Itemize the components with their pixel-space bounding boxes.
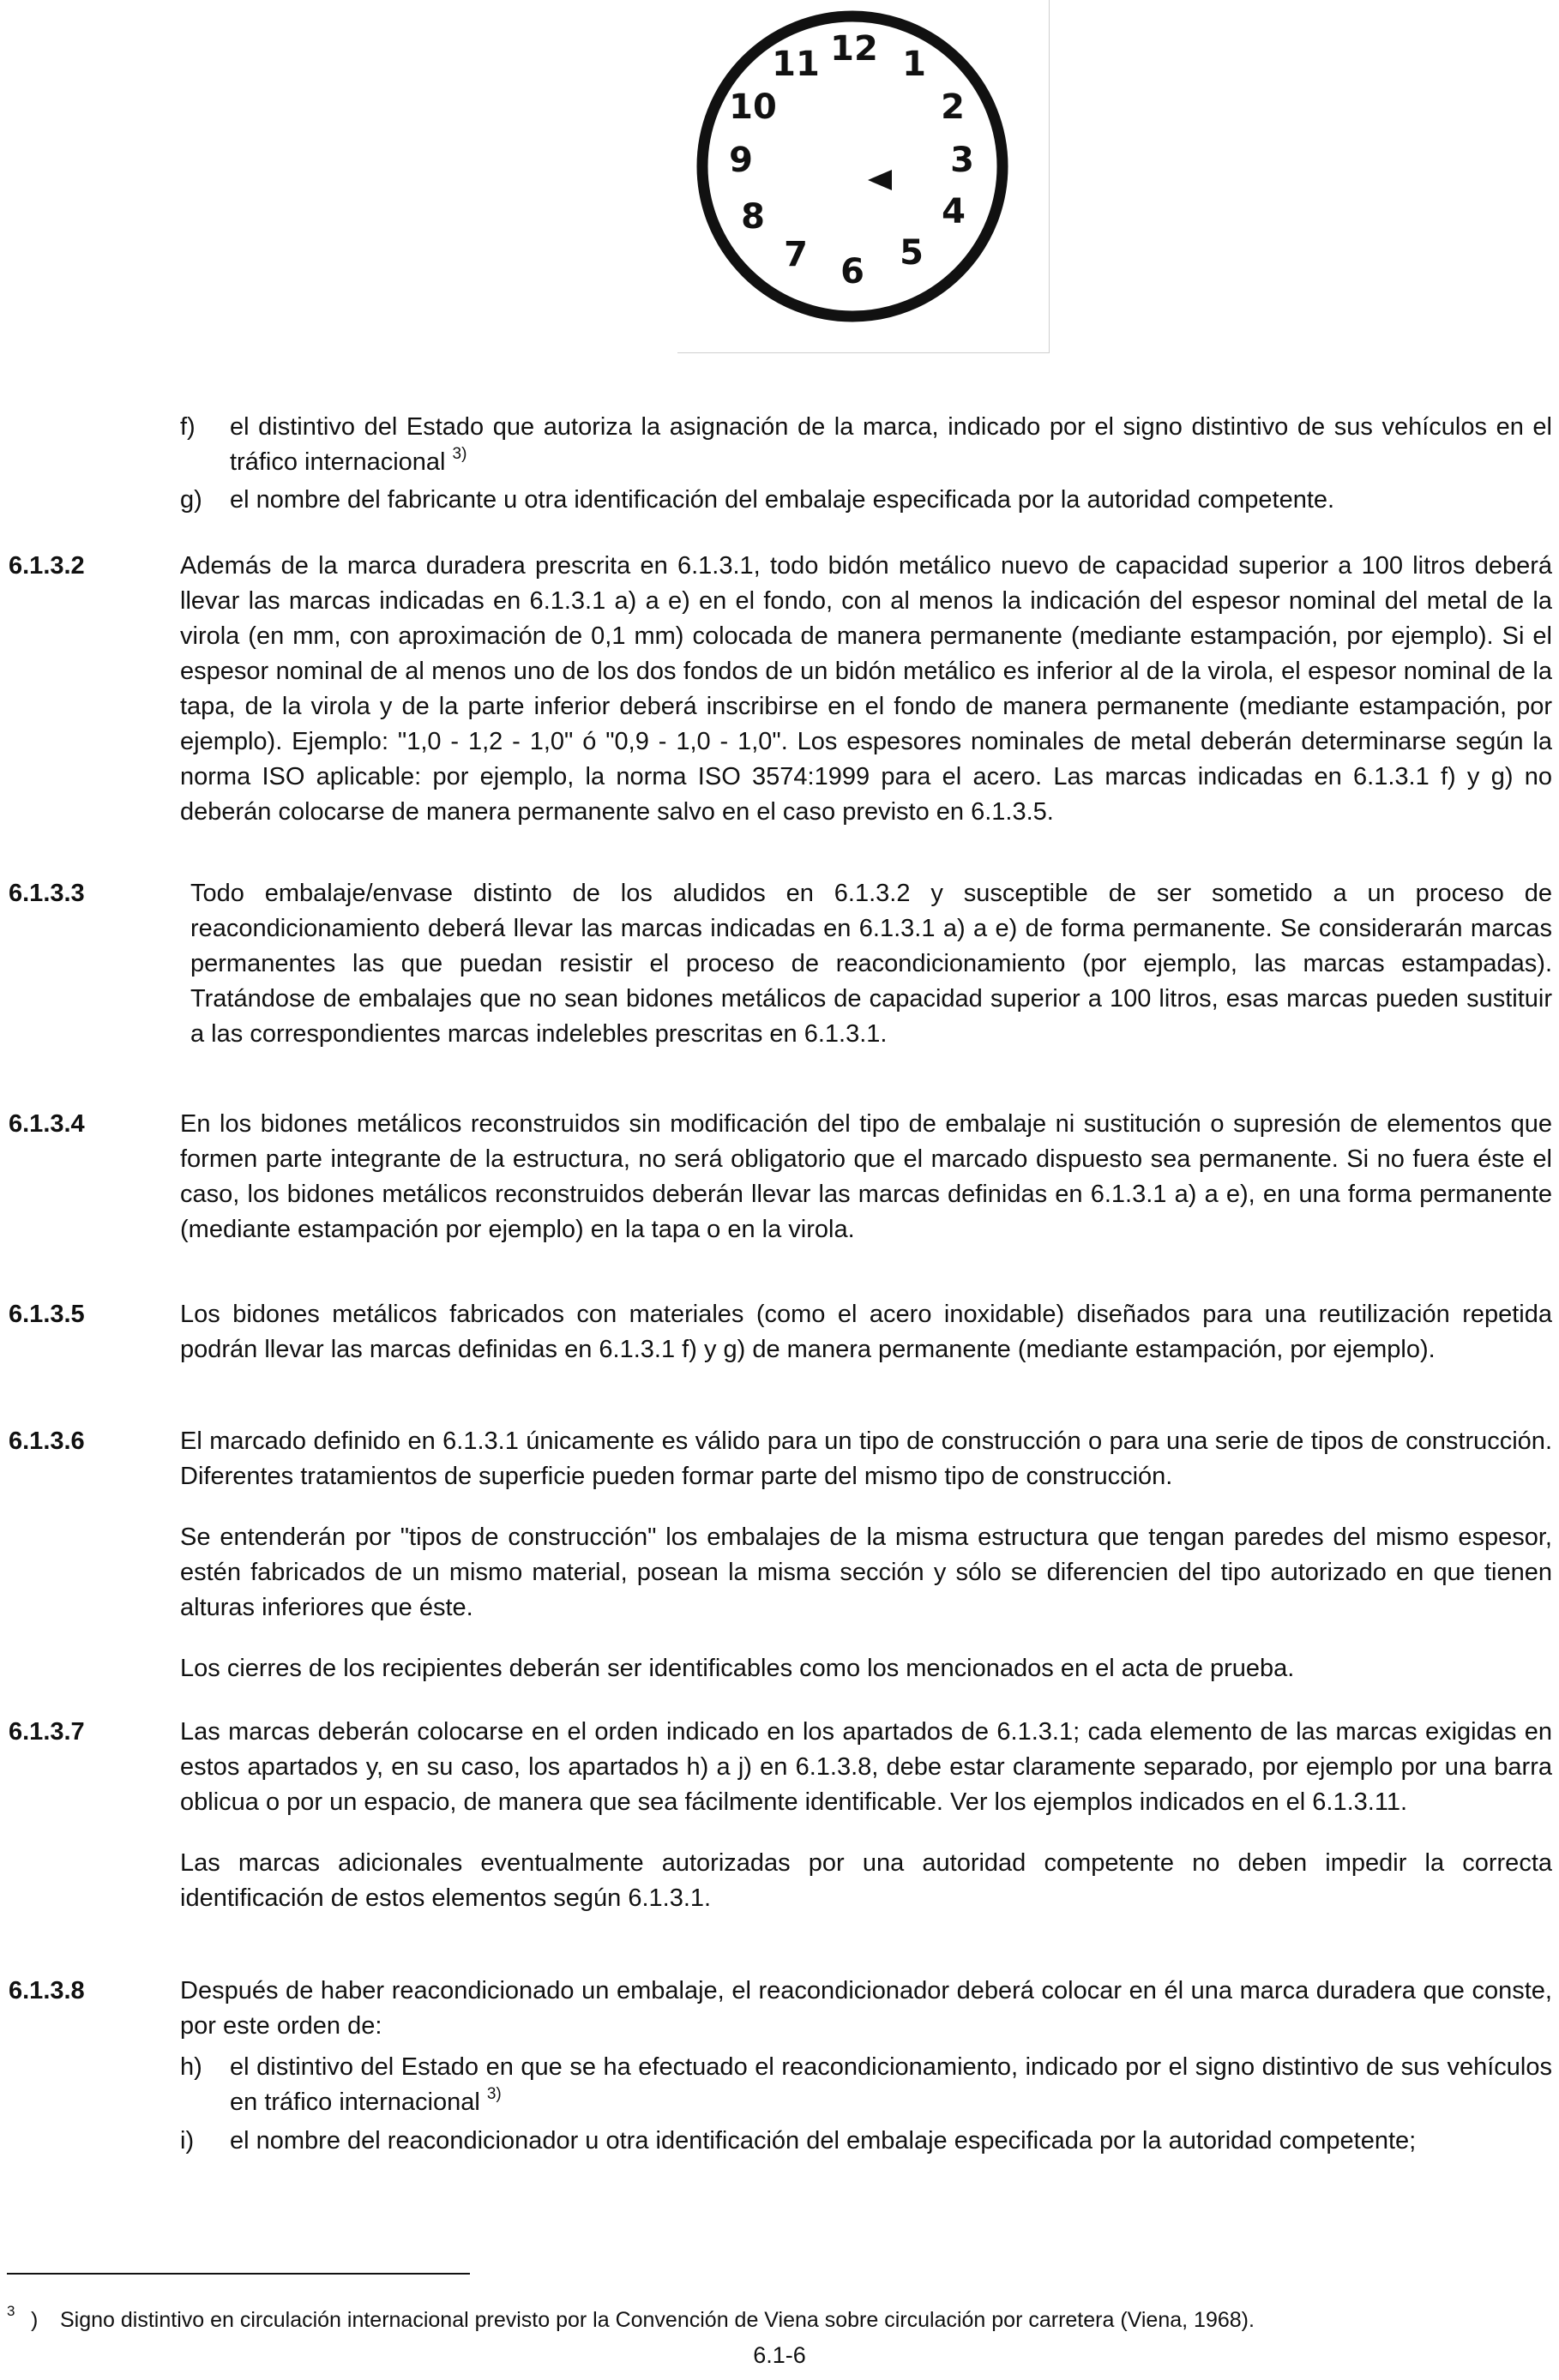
item-label: f) [180,413,196,441]
dial-pointer-arrow [868,170,892,190]
paragraph: Las marcas adicionales eventualmente autorizadas por una autoridad competente no deben impedir la correcta identificación de estos elementos según 6.1.3.1. [180,1849,1552,1912]
item-text: el nombre del reacondicionador u otra identificación del embalaje especificada por la autoridad competente; [230,2127,1417,2155]
paragraph: Se entenderán por "tipos de construcción" los embalajes de la misma estructura que tengan paredes del mismo espesor, estén fabricados de un mismo material, posean la misma sección y sólo se diferencien del tipo autorizado en que tienen alturas inferiores que éste. [180,1524,1552,1621]
footnote-separator [7,2273,470,2275]
paragraph: En los bidones metálicos reconstruidos sin modificación del tipo de embalaje ni sustitución o supresión de elementos que formen parte integrante de la estructura, no será obligatorio que el marcado dispuesto sea permanente. Si no fuera éste el caso, los bidones metálicos reconstruidos deberán llevar las marcas definidas en 6.1.3.1 a) a e), en una forma permanente (mediante estampación por ejemplo) en la tapa o en la virola. [180,1110,1552,1243]
paragraph: Los bidones metálicos fabricados con materiales (como el acero inoxidable) diseñados para una reutilización repetida podrán llevar las marcas definidas en 6.1.3.1 f) y g) de manera permanente (mediante estampación, por ejemplo). [180,1301,1552,1363]
dial-number-7: 7 [784,235,808,274]
item-text-content: el distintivo del Estado en que se ha efectuado el reacondicionamiento, indicado por el signo distintivo de sus vehículos en tráfico internacional [230,2053,1552,2116]
section-body [180,549,1552,830]
section-body [180,1107,1552,1247]
dial-number-8: 8 [741,197,765,237]
item-label: g) [180,486,202,514]
section-number: 6.1.3.7 [9,1718,85,1746]
item-label: i) [180,2127,195,2155]
paragraph: Los cierres de los recipientes deberán ser identificables como los mencionados en el acta de prueba. [180,1655,1295,1682]
item-label: h) [180,2053,202,2081]
section-body [180,1715,1552,1916]
section-body [190,876,1552,1052]
footnote-text: Signo distintivo en circulación internacional previsto por la Convención de Viena sobre circulación por carretera (Viena, 1968). [60,2308,1255,2332]
footnote-reference: 3) [486,2085,502,2103]
paragraph: Todo embalaje/envase distinto de los aludidos en 6.1.3.2 y susceptible de ser sometido a un proceso de reacondicionamiento deberá llevar las marcas indicadas en 6.1.3.1 a) a e) de forma permanente. Se considerarán marcas permanentes las que puedan resistir el proceso de reacondicionamiento (por ejemplo, las marcas estampadas). Tratándose de embalajes que no sean bidones metálicos de capacidad superior a 100 litros, esas marcas pueden sustituir a las correspondientes marcas indelebles prescritas en 6.1.3.1. [190,880,1552,1048]
dial-number-10: 10 [729,87,777,127]
footnote-paren: ) [31,2308,39,2332]
dial-number-6: 6 [840,252,864,291]
section-body [180,1974,1552,2044]
dial-number-12: 12 [830,29,878,69]
section-number: 6.1.3.5 [9,1301,85,1328]
section-body [180,1297,1552,1367]
section-number: 6.1.3.6 [9,1427,85,1455]
section-body [180,1424,1552,1686]
paragraph: Además de la marca duradera prescrita en 6.1.3.1, todo bidón metálico nuevo de capacidad superior a 100 litros deberá llevar las marcas indicadas en 6.1.3.1 a) a e) en el fondo, con al menos la indicación del espesor nominal del metal de la virola (en mm, con aproximación de 0,1 mm) colocada de manera permanente (mediante estampación, por ejemplo). Si el espesor nominal de al menos uno de los dos fondos de un bidón metálico es inferior al de la virola, el espesor nominal de la tapa, de la virola y de la parte inferior deberá inscribirse en el fondo de manera permanente (mediante estampación, por ejemplo). Ejemplo: "1,0 - 1,2 - 1,0" ó "0,9 - 1,0 - 1,0". Los espesores nominales de metal deberán determinarse según la norma ISO aplicable: por ejemplo, la norma ISO 3574:1999 para el acero. Las marcas indicadas en 6.1.3.1 f) y g) no deberán colocarse de manera permanente salvo en el caso previsto en 6.1.3.5. [180,552,1552,826]
page-number: 6.1-6 [753,2342,806,2368]
dial-number-4: 4 [942,192,966,231]
dial-number-9: 9 [729,141,753,180]
section-number: 6.1.3.2 [9,552,85,580]
paragraph: Las marcas deberán colocarse en el orden indicado en los apartados de 6.1.3.1; cada elemento de las marcas exigidas en estos apartados y, en su caso, los apartados h) a j) en 6.1.3.8, debe estar claramente separado, por ejemplo por una barra oblicua o por un espacio, de manera que sea fácilmente identificable. Ver los ejemplos indicados en el 6.1.3.11. [180,1718,1552,1816]
item-text: el nombre del fabricante u otra identificación del embalaje especificada por la autoridad competente. [230,486,1335,514]
footnote-reference: 3) [452,445,467,463]
dial-number-11: 11 [772,45,820,84]
section-number: 6.1.3.4 [9,1110,85,1138]
item-text-content: el distintivo del Estado que autoriza la asignación de la marca, indicado por el signo distintivo de sus vehículos en el tráfico internacional [230,413,1552,476]
paragraph: El marcado definido en 6.1.3.1 únicamente es válido para un tipo de construcción o para una serie de tipos de construcción. Diferentes tratamientos de superficie pueden formar parte del mismo tipo de construcción. [180,1427,1552,1490]
dial-svg [677,0,1050,353]
item-text [230,2050,1552,2120]
item-text [230,410,1552,480]
footnote-mark: 3 [7,2303,15,2319]
dial-number-3: 3 [950,141,974,180]
section-number: 6.1.3.8 [9,1977,85,2004]
dial-number-1: 1 [902,45,926,84]
paragraph: Después de haber reacondicionado un embalaje, el reacondicionador deberá colocar en él una marca duradera que conste, por este orden de: [180,1977,1552,2040]
section-number: 6.1.3.3 [9,880,85,907]
dial-number-5: 5 [900,233,924,273]
date-dial-figure [677,0,1050,353]
dial-number-2: 2 [941,87,965,127]
